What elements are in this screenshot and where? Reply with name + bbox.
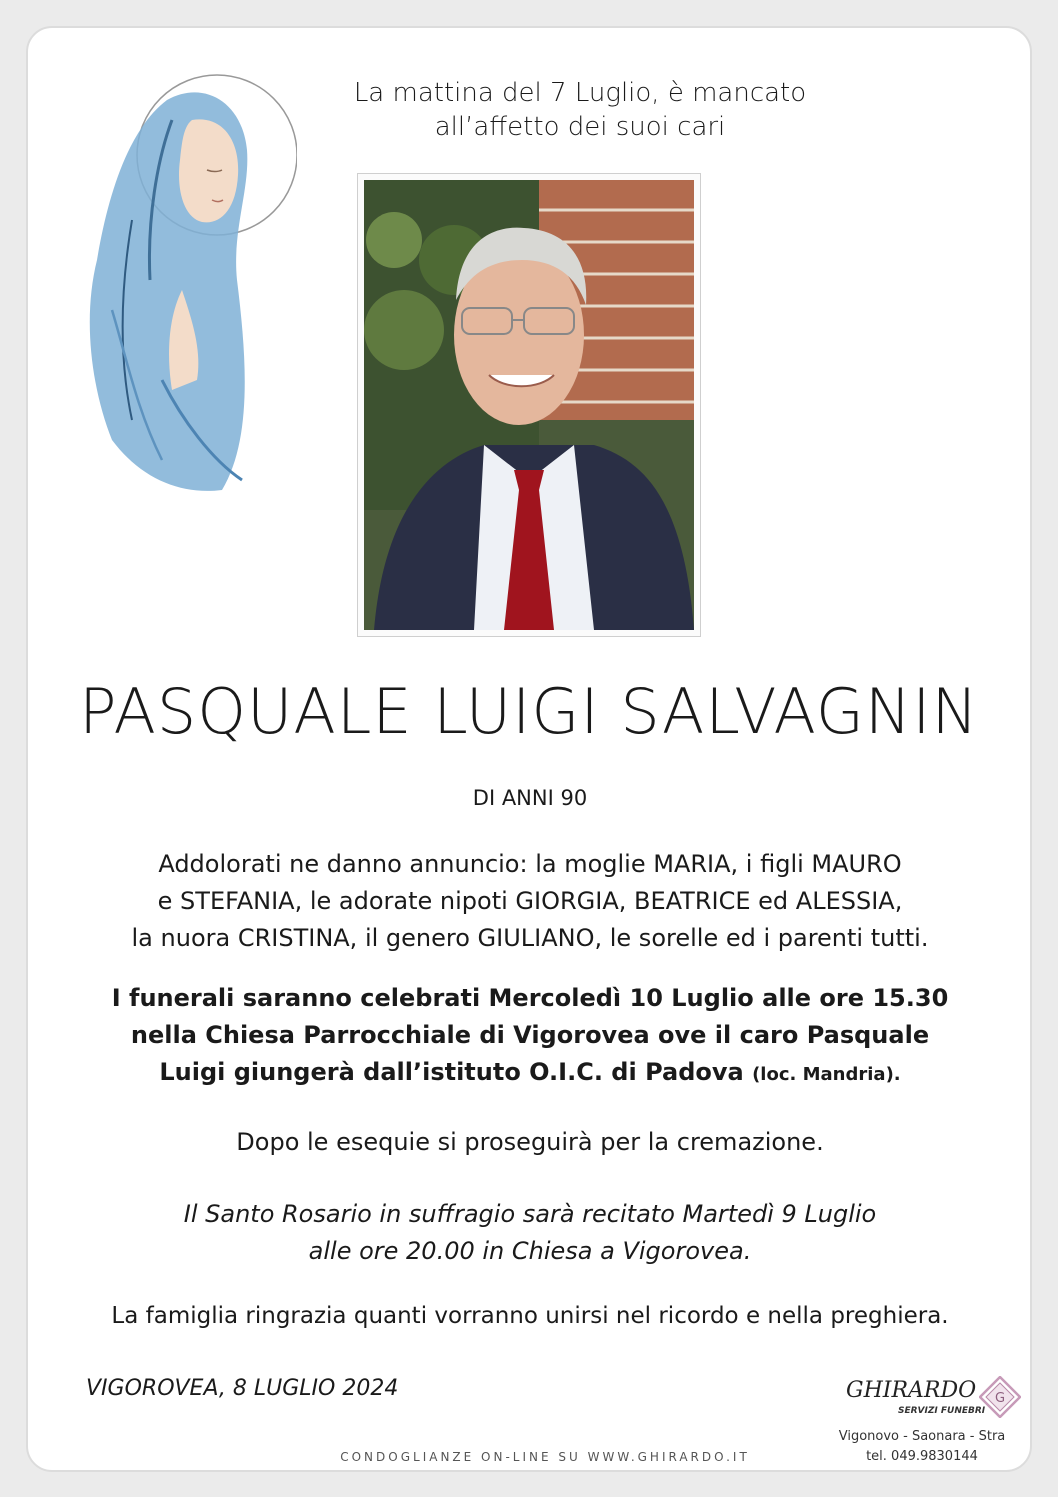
age-line: DI ANNI 90 — [472, 786, 588, 810]
rosary-line-2: alle ore 20.00 in Chiesa a Vigorovea. — [308, 1237, 752, 1265]
announcement-paragraph — [40, 846, 1020, 957]
place-date: VIGOROVEA, 8 LUGLIO 2024 — [86, 1376, 399, 1401]
rosary-paragraph — [40, 1196, 1020, 1270]
agency-logo-icon — [979, 1376, 1021, 1418]
funeral-line-2: nella Chiesa Parrocchiale di Vigorovea ove il caro Pasquale — [130, 1021, 930, 1049]
agency-towns: Vigonovo - Saonara - Stra — [838, 1429, 1006, 1444]
funeral-line-3-main: Luigi giungerà dall’istituto O.I.C. di Padova — [159, 1058, 744, 1086]
funeral-line-1: I funerali saranno celebrati Mercoledì 10 Luglio alle ore 15.30 — [111, 984, 949, 1012]
funeral-paragraph — [40, 980, 1020, 1093]
cremation-note: Dopo le esequie si proseguirà per la cremazione. — [236, 1128, 824, 1156]
announcement-line: Addolorati ne danno annuncio: la moglie MARIA, i figli MAURO — [158, 850, 902, 878]
condolences-website: CONDOGLIANZE ON-LINE SU WWW.GHIRARDO.IT — [340, 1450, 750, 1464]
agency-name: GHIRARDO — [846, 1378, 977, 1403]
thanks-line: La famiglia ringrazia quanti vorranno unirsi nel ricordo e nella preghiera. — [111, 1303, 949, 1329]
announcement-line: la nuora CRISTINA, il genero GIULIANO, le sorelle ed i parenti tutti. — [131, 924, 929, 952]
agency-subtitle: SERVIZI FUNEBRI — [898, 1406, 986, 1416]
portrait-frame — [357, 173, 701, 637]
deceased-name: PASQUALE LUIGI SALVAGNIN — [79, 675, 979, 748]
madonna-illustration — [72, 60, 297, 500]
funeral-location-note: (loc. Mandria). — [752, 1064, 901, 1085]
svg-text:G: G — [994, 1391, 1006, 1406]
funeral-line-3 — [40, 1054, 1020, 1093]
intro-line-2: all’affetto dei suoi cari — [434, 112, 726, 142]
rosary-line-1: Il Santo Rosario in suffragio sarà recitato Martedì 9 Luglio — [183, 1200, 877, 1228]
announcement-line: e STEFANIA, le adorate nipoti GIORGIA, BEATRICE ed ALESSIA, — [157, 887, 903, 915]
intro-text — [300, 76, 860, 144]
agency-phone: tel. 049.9830144 — [866, 1449, 978, 1464]
intro-line-1: La mattina del 7 Luglio, è mancato — [353, 78, 807, 108]
portrait-photo — [364, 180, 694, 630]
